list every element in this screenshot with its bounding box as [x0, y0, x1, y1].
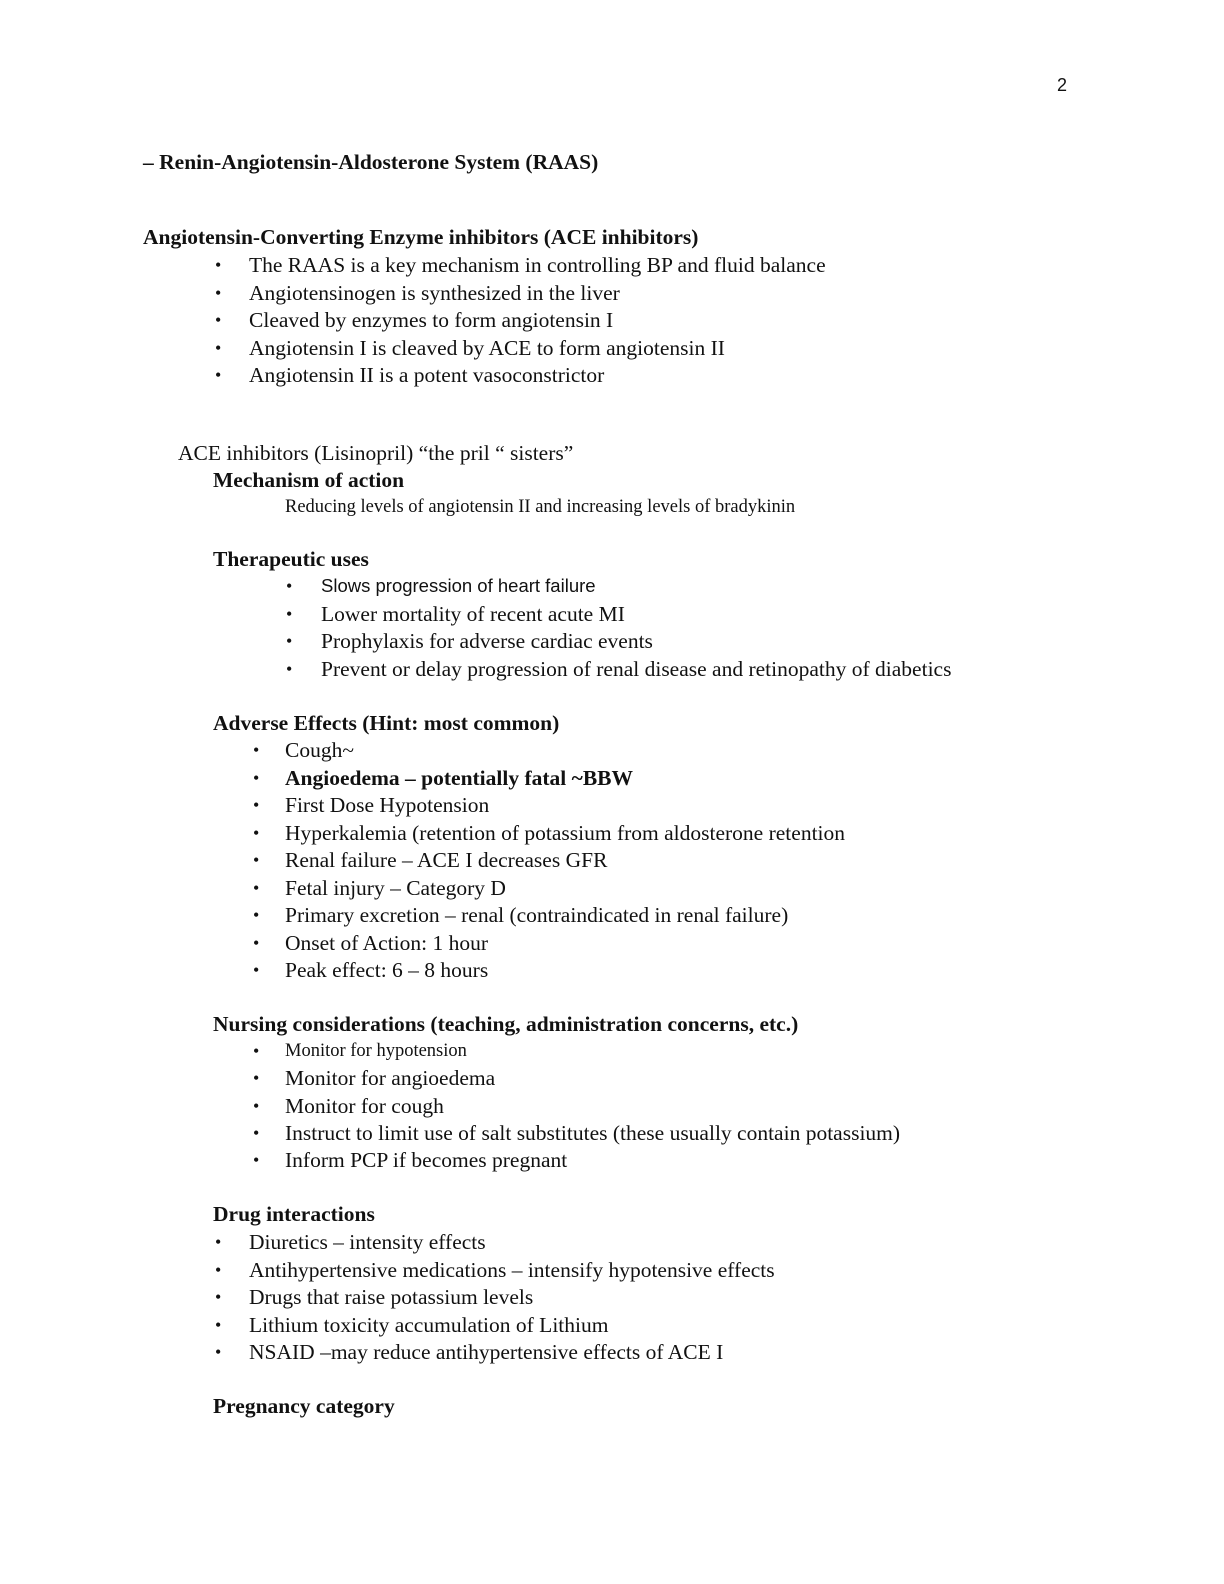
- list-item: Antihypertensive medications – intensify hypotensive effects: [249, 1257, 775, 1282]
- list-item: Inform PCP if becomes pregnant: [285, 1148, 568, 1173]
- list-item: Drugs that raise potassium levels: [249, 1285, 534, 1309]
- ace-heading: Angiotensin-Converting Enzyme inhibitors (ACE inhibitors): [143, 225, 699, 249]
- list-item: NSAID –may reduce antihypertensive effects of ACE I: [249, 1340, 724, 1364]
- list-item: Fetal injury – Category D: [285, 875, 506, 900]
- bullet-icon: •: [215, 282, 222, 303]
- list-item: Prophylaxis for adverse cardiac events: [321, 629, 653, 654]
- list-item: Lower mortality of recent acute MI: [321, 601, 625, 626]
- bullet-icon: •: [253, 932, 260, 953]
- list-item: Lithium toxicity accumulation of Lithium: [249, 1312, 609, 1337]
- interactions-heading: Drug interactions: [213, 1202, 375, 1226]
- bullet-icon: •: [215, 337, 222, 358]
- bullet-icon: •: [253, 822, 260, 843]
- bullet-icon: •: [253, 1041, 260, 1061]
- adverse-heading: Adverse Effects (Hint: most common): [213, 711, 560, 735]
- list-item: Prevent or delay progression of renal disease and retinopathy of diabetics: [321, 657, 952, 682]
- drug-line: ACE inhibitors (Lisinopril) “the pril “ sisters”: [178, 441, 574, 465]
- list-item: Angiotensinogen is synthesized in the liver: [249, 280, 620, 305]
- list-item: Cleaved by enzymes to form angiotensin I: [249, 308, 614, 332]
- bullet-icon: •: [215, 1232, 222, 1252]
- mechanism-heading: Mechanism of action: [213, 468, 405, 492]
- bullet-icon: •: [253, 877, 260, 898]
- bullet-icon: •: [253, 740, 260, 760]
- bullet-icon: •: [253, 960, 260, 980]
- bullet-icon: •: [215, 1287, 222, 1307]
- list-item: The RAAS is a key mechanism in controlling BP and fluid balance: [249, 253, 826, 277]
- bullet-icon: •: [286, 631, 293, 652]
- list-item: First Dose Hypotension: [285, 793, 490, 817]
- list-item: Renal failure – ACE I decreases GFR: [285, 848, 608, 872]
- list-item: Diuretics – intensity effects: [249, 1230, 486, 1254]
- bullet-icon: •: [215, 1259, 222, 1280]
- list-item: Monitor for cough: [285, 1093, 444, 1118]
- page-number: 2: [1057, 75, 1068, 95]
- bullet-icon: •: [253, 1122, 260, 1143]
- list-item: Slows progression of heart failure: [321, 575, 596, 596]
- page-title: – Renin-Angiotensin-Aldosterone System (RAAS): [143, 150, 599, 174]
- list-item: Angioedema – potentially fatal ~BBW: [285, 765, 634, 790]
- list-item: Monitor for hypotension: [285, 1041, 467, 1061]
- mechanism-text: Reducing levels of angiotensin II and increasing levels of bradykinin: [285, 497, 796, 517]
- bullet-icon: •: [253, 1068, 260, 1089]
- pregnancy-heading: Pregnancy category: [213, 1394, 395, 1418]
- bullet-icon: •: [286, 576, 293, 596]
- bullet-icon: •: [215, 310, 222, 330]
- bullet-icon: •: [253, 1095, 260, 1116]
- list-item: Peak effect: 6 – 8 hours: [285, 958, 489, 982]
- bullet-icon: •: [215, 1342, 222, 1362]
- list-item: Angiotensin I is cleaved by ACE to form angiotensin II: [249, 335, 725, 360]
- bullet-icon: •: [253, 905, 260, 925]
- therapeutic-heading: Therapeutic uses: [213, 547, 369, 571]
- bullet-icon: •: [215, 255, 222, 275]
- list-item: Instruct to limit use of salt substitutes (these usually contain potassium): [285, 1120, 901, 1145]
- list-item: Primary excretion – renal (contraindicated in renal failure): [285, 903, 789, 927]
- list-item: Onset of Action: 1 hour: [285, 930, 489, 955]
- nursing-heading: Nursing considerations (teaching, administration concerns, etc.): [213, 1012, 799, 1036]
- bullet-icon: •: [215, 1314, 222, 1335]
- list-item: Hyperkalemia (retention of potassium from aldosterone retention: [285, 820, 846, 845]
- bullet-icon: •: [253, 850, 260, 870]
- bullet-icon: •: [215, 365, 222, 385]
- bullet-icon: •: [253, 795, 260, 815]
- bullet-icon: •: [286, 659, 293, 680]
- bullet-icon: •: [253, 1150, 260, 1171]
- list-item: Cough~: [285, 738, 354, 762]
- bullet-icon: •: [253, 767, 260, 788]
- list-item: Monitor for angioedema: [285, 1066, 496, 1091]
- bullet-icon: •: [286, 603, 293, 624]
- list-item: Angiotensin II is a potent vasoconstrictor: [249, 363, 605, 387]
